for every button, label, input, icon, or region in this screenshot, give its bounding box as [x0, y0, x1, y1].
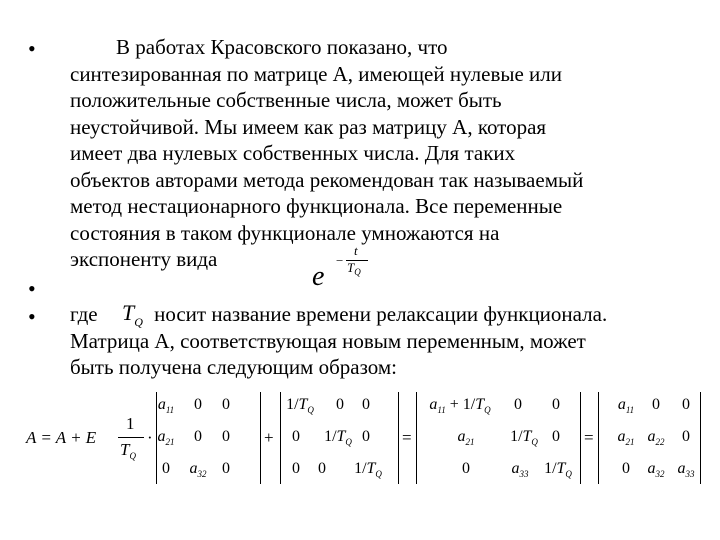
matrix3-left-bar	[416, 392, 417, 484]
frac-denominator	[120, 440, 136, 460]
cell: 0	[362, 428, 370, 445]
frac-numerator: 1	[126, 414, 135, 433]
cell: $a_{11}$	[157, 396, 175, 415]
matrix-formula	[22, 392, 702, 488]
equals-operator-2: =	[584, 428, 594, 447]
exp-base: e	[312, 261, 325, 292]
text-line: положительные собственные числа, может быть	[70, 88, 502, 112]
cell: 0	[462, 460, 470, 477]
cell: 0	[292, 428, 300, 445]
cell: 0	[194, 396, 202, 413]
cell: 0	[222, 460, 230, 477]
matrix1-right-bar	[260, 392, 261, 484]
cell: 0	[552, 396, 560, 413]
cell: $a_{21}$	[457, 428, 475, 447]
cell: $1/T_Q$	[510, 428, 538, 447]
frac-den-sub: Q	[129, 451, 136, 461]
text-line: В работах Красовского показано, что	[116, 35, 448, 59]
cell: $a_{33}$	[511, 460, 529, 479]
cell: $1/T_Q$	[544, 460, 572, 479]
cell: $1/T_Q$	[286, 396, 314, 415]
exp-minus: −	[336, 253, 344, 268]
cell: $a_{33}$	[677, 460, 695, 479]
cell: 0	[682, 396, 690, 413]
cell: 0	[622, 460, 630, 477]
cell: 0	[652, 396, 660, 413]
tq-symbol	[122, 300, 143, 329]
exponent-formula	[312, 243, 372, 295]
cell: $a_{32}$	[189, 460, 207, 479]
cell: $a_{11}$	[617, 396, 635, 415]
cell: 0	[318, 460, 326, 477]
cell: $1/T_Q$	[354, 460, 382, 479]
text-line: быть получена следующим образом:	[70, 355, 397, 379]
text-line: объектов авторами метода рекомендован так называемый	[70, 167, 584, 192]
cell: 0	[162, 460, 170, 477]
bullet-3: •	[28, 304, 36, 329]
frac-den-letter: T	[120, 440, 130, 459]
equals-operator: =	[402, 428, 412, 447]
bullet-2: •	[28, 276, 36, 301]
cell: 0	[222, 396, 230, 413]
cell: $a_{22}$	[647, 428, 665, 447]
exp-numerator: t	[354, 243, 358, 258]
cell: $a_{11} + 1/T_Q$	[429, 396, 491, 415]
cell: 0	[222, 428, 230, 445]
tq-letter: T	[122, 300, 135, 325]
cell: 0	[194, 428, 202, 445]
cell: 0	[552, 428, 560, 445]
text-line: неустойчивой. Мы имеем как раз матрицу А, которая	[70, 114, 547, 139]
paragraph-krasovsky	[70, 34, 690, 273]
text-line: Матрица А, соответствующая новым переменным, может	[70, 328, 586, 353]
text-line: метод нестационарного функционала. Все переменные	[70, 194, 563, 218]
cell: 0	[292, 460, 300, 477]
bullet-1: •	[28, 36, 36, 61]
exp-denominator	[347, 260, 361, 276]
text-line: состояния в таком функционале умножаются на	[70, 220, 500, 245]
cell: 0	[682, 428, 690, 445]
exp-den-letter: T	[347, 260, 355, 275]
formula-lhs: A = A + E	[26, 428, 97, 447]
text-line: синтезированная по матрице А, имеющей нулевые или	[70, 61, 562, 86]
text-line: экспоненту вида	[70, 247, 218, 271]
cell: $a_{21}$	[617, 428, 635, 447]
tq-sub: Q	[134, 315, 143, 329]
dot-operator: ·	[147, 428, 153, 447]
cell: $a_{21}$	[157, 428, 175, 447]
cell: 0	[514, 396, 522, 413]
plus-operator: +	[264, 428, 274, 447]
text-line	[70, 301, 690, 328]
text-line-rest: носит название времени релаксации функционала.	[154, 302, 608, 326]
cell: 0	[336, 396, 344, 413]
exp-den-sub: Q	[354, 267, 361, 277]
text-line: имеет два нулевых собственных числа. Для таких	[70, 141, 516, 165]
matrix2-right-bar	[398, 392, 399, 484]
cell: $1/T_Q$	[324, 428, 352, 447]
cell: 0	[362, 396, 370, 413]
cell: $a_{32}$	[647, 460, 665, 479]
paragraph-relaxation	[70, 301, 690, 381]
where-word: где	[70, 302, 98, 326]
